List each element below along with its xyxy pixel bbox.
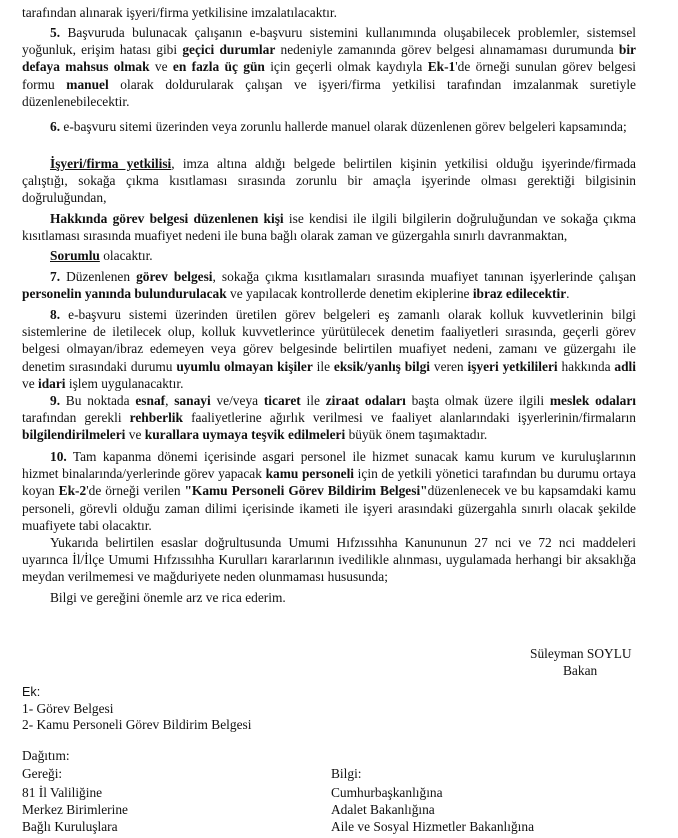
attachments-label: Ek: (22, 685, 41, 699)
attachment-item-2: 2- Kamu Personeli Görev Bildirim Belgesi (22, 717, 252, 732)
bilgi-item-2: Adalet Bakanlığına (331, 802, 435, 817)
item-9: 9. Bu noktada esnaf, sanayi ve/veya ticaret ile ziraat odaları başta olmak üzere ilgili meslek odaları tarafından gerekli rehberlik faaliyetlerine ağırlık verilmesi ve faaliyet alanlarındaki işyerlerinin/firmaların bilgilendirilmeleri ve kurallara uymaya teşvik edilmeleri büyük önem taşımaktadır. (22, 393, 636, 443)
gereg-item-1: 81 İl Valiliğine (22, 785, 103, 800)
item-6-paragraph-1: İşyeri/firma yetkilisi, imza altına aldığı belgede belirtilen kişinin yetkilisi olduğu işyerinde/firmada çalıştığı, sokağa çıkma kısıtlaması sırasında zorunlu bir amaçla işyerinde olması gerektiği bilgisinin doğruluğundan, (22, 156, 636, 206)
item-10-number: 10. (50, 449, 67, 464)
item-5: 5. Başvuruda bulunacak çalışanın e-başvuru sistemini kullanımında oluşabilecek problemler, sistemsel yoğunluk, erişim hatası gibi geçici durumlar nedeniyle zamanında görev belgesi alınamaması durumunda bir defaya mahsus olmak ve en fazla üç gün için geçerli olmak kaydıyla Ek-1'de örneği sunulan görev belgesi formu manuel olarak doldurularak çalışan ve işyeri/firma yetkilisi tarafından imzalanmak suretiyle düzenlenebilecektir. (22, 25, 636, 109)
item-7: 7. Düzenlenen görev belgesi, sokağa çıkma kısıtlamaları sırasında muafiyet tanınan işyerlerinde çalışan personelin yanında bulundurulacak ve yapılacak kontrollerde denetim ekiplerine ibraz edilecektir. (22, 269, 636, 302)
item-8: 8. e-başvuru sistemi üzerinden üretilen görev belgeleri eş zamanlı olarak kolluk kuvvetlerinin bilgi sistemlerine de iletilecek olup, kolluk kuvvetlerince yürütülecek denetim faaliyetleri sırasında, geçerli görev belgesi olmayan/ibraz edemeyen veya görev belgesinde belirtilen muafiyet nedeni, zamanı ve güzergahı ile denetim sırasındaki durumu uyumlu olmayan kişiler ile eksik/yanlış bilgi veren işyeri yetkilileri hakkında adli ve idari işlem uygulanacaktır. (22, 307, 636, 391)
closing-paragraph: Yukarıda belirtilen esaslar doğrultusunda Umumi Hıfzıssıhha Kanununun 27 nci ve 72 nci maddeleri uyarınca İl/İlçe Umumi Hıfzıssıhha Kurulları kararlarının ivedilikle alınması, uygulamada herhangi bir aksaklığa meydan verilmemesi ve mağduriyete neden olunmaması hususunda; (22, 535, 636, 585)
item-7-number: 7. (50, 269, 61, 284)
item-6-number: 6. (50, 119, 61, 134)
signer-name: Süleyman SOYLU (530, 646, 632, 661)
item-10: 10. Tam kapanma dönemi içerisinde asgari personel ile hizmet sunacak kamu kurum ve kuruluşlarının hizmet binalarında/yerlerinde görev yapacak kamu personeli için de yetkili yönetici tarafından bu durumu ortaya koyan Ek-2'de örneği verilen "Kamu Personeli Görev Bildirim Belgesi"düzenlenecek ve bu kapsamdaki kamu personeli, görevli olduğu zaman dilimi içerisinde ikameti ile işyeri arasındaki güzergahla sınırlı olacak şekilde muafiyete tabi olacaktır. (22, 449, 637, 533)
item-5-number: 5. (50, 25, 61, 40)
bilgi-item-1: Cumhurbaşkanlığına (331, 785, 443, 800)
item-6-paragraph-3: Sorumlu olacaktır. (50, 248, 153, 263)
gereg-item-2: Merkez Birimlerine (22, 802, 128, 817)
bilgi-item-3: Aile ve Sosyal Hizmetler Bakanlığına (331, 819, 535, 834)
gereg-label: Gereği: (22, 766, 63, 781)
item-9-number: 9. (50, 393, 61, 408)
closing-request: Bilgi ve gereğini önemle arz ve rica ederim. (50, 590, 286, 605)
attachment-item-1: 1- Görev Belgesi (22, 701, 114, 716)
distribution-label: Dağıtım: (22, 748, 70, 763)
signer-title: Bakan (563, 663, 598, 678)
item-6: 6. e-başvuru sitemi üzerinden veya zorunlu hallerde manuel olarak düzenlenen görev belgeleri kapsamında; (50, 119, 627, 134)
gereg-item-3: Bağlı Kuruluşlara (22, 819, 118, 834)
bilgi-label: Bilgi: (331, 766, 362, 781)
item-6-paragraph-2: Hakkında görev belgesi düzenlenen kişi ise kendisi ile ilgili bilgilerin doğruluğundan ve sokağa çıkma kısıtlaması sırasında muafiyet nedeni ile buna bağlı olarak zaman ve güzergahla sınırlı davranmaktan, (22, 211, 636, 244)
item-8-number: 8. (50, 307, 61, 322)
top-line: tarafından alınarak işyeri/firma yetkilisine imzalatılacaktır. (22, 5, 337, 20)
